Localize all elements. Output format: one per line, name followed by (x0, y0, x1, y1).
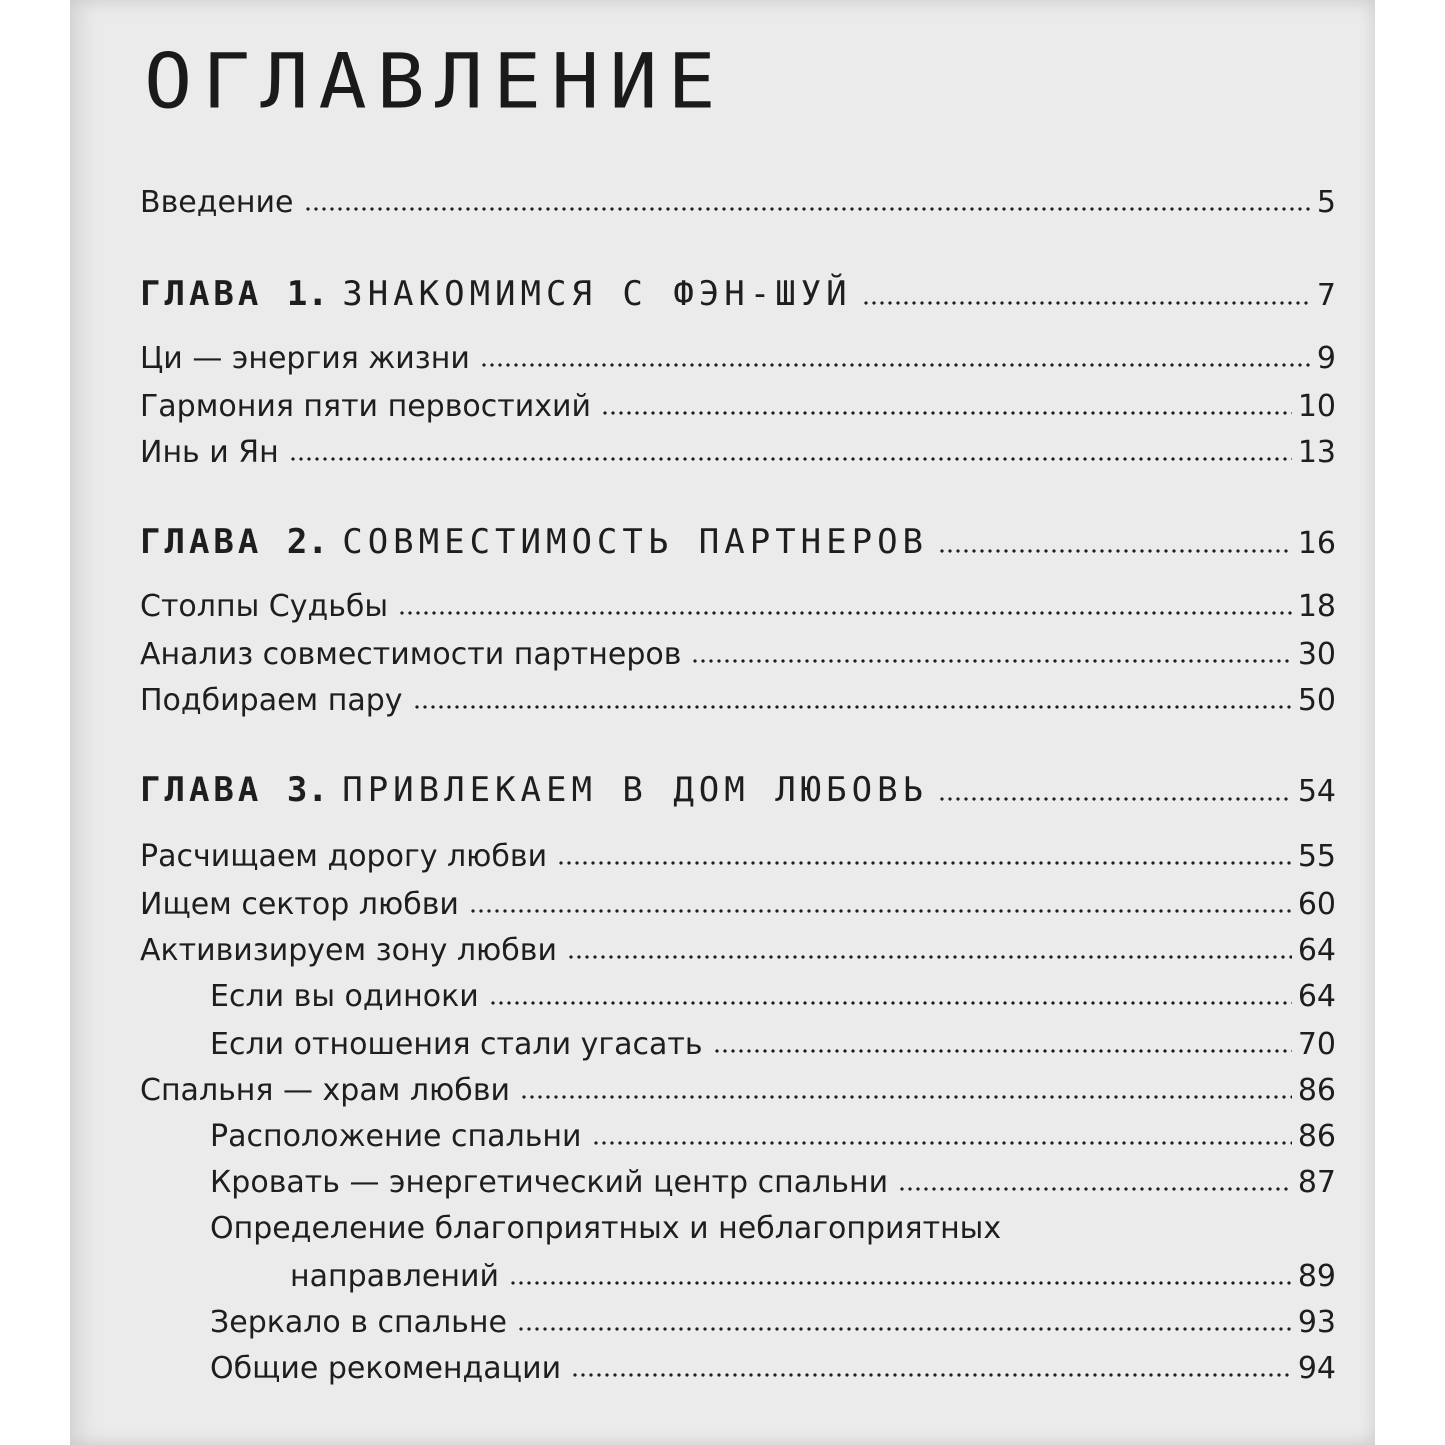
toc-page-number: 54 (1297, 774, 1336, 809)
toc-page-number: 5 (1316, 185, 1336, 220)
chapter-title: ЗНАКОМИМСЯ С ФЭН-ШУЙ (342, 274, 852, 314)
toc-page-number: 7 (1316, 278, 1336, 313)
chapter-title: ПРИВЛЕКАЕМ В ДОМ ЛЮБОВЬ (342, 770, 929, 810)
dot-leader (691, 659, 1291, 663)
dot-leader (520, 1095, 1292, 1099)
toc-page-number: 10 (1297, 389, 1336, 424)
toc-entry-title: Столпы Судьбы (140, 589, 389, 624)
toc-subentry[interactable] (210, 1351, 1336, 1386)
toc-entry[interactable] (140, 389, 1336, 424)
toc-entry[interactable] (140, 933, 1336, 968)
toc-entry-title: Анализ совместимости партнеров (140, 637, 682, 672)
toc-page-number: 55 (1297, 839, 1336, 874)
toc-page-number: 9 (1316, 341, 1336, 376)
toc-subentry[interactable] (210, 979, 1336, 1014)
dot-leader (509, 1281, 1292, 1285)
toc-chapter-3[interactable] (140, 772, 1336, 808)
chapter-number: ГЛАВА 1 (140, 274, 312, 314)
toc-entry-title: Спальня — храм любви (140, 1073, 510, 1108)
toc-entry[interactable] (140, 341, 1336, 376)
toc-entry-title: Кровать — энергетический центр спальни (210, 1165, 889, 1200)
toc-page-number: 86 (1297, 1119, 1336, 1154)
dot-leader (398, 611, 1292, 615)
dot-leader (601, 411, 1292, 415)
chapter-dot: . (311, 274, 325, 314)
toc-entry-title: Ци — энергия жизни (140, 341, 470, 376)
chapter-number: ГЛАВА 3 (140, 770, 312, 810)
toc-page-number: 94 (1297, 1351, 1336, 1386)
toc-entry-title: Ищем сектор любви (140, 887, 459, 922)
toc-entry[interactable] (140, 683, 1336, 718)
dot-leader (557, 861, 1292, 865)
toc-entry[interactable] (140, 435, 1336, 470)
chapter-heading (140, 524, 928, 560)
toc-entry[interactable] (140, 887, 1336, 922)
toc-entry-title: Гармония пяти первостихий (140, 389, 591, 424)
toc-page-number: 13 (1297, 435, 1336, 470)
toc-subentry[interactable] (210, 1165, 1336, 1200)
dot-leader (289, 457, 1292, 461)
toc-subentry[interactable] (210, 1027, 1336, 1062)
toc-page-number: 64 (1297, 933, 1336, 968)
toc-entry[interactable] (140, 1073, 1336, 1108)
dot-leader (938, 549, 1292, 553)
toc-subentry-first-line[interactable]: Определение благоприятных и неблагоприятных (210, 1211, 1002, 1246)
toc-page-number: 86 (1297, 1073, 1336, 1108)
toc-page-number: 16 (1297, 526, 1336, 561)
toc-page-number: 93 (1297, 1305, 1336, 1340)
toc-page-number: 87 (1297, 1165, 1336, 1200)
toc-entry-title: Расчищаем дорогу любви (140, 839, 548, 874)
toc-entry-title: Инь и Ян (140, 435, 279, 470)
toc-page-number: 18 (1297, 589, 1336, 624)
toc-entry[interactable] (140, 589, 1336, 624)
dot-leader (480, 363, 1311, 367)
toc-entry-introduction[interactable] (140, 185, 1336, 220)
toc-chapter-2[interactable] (140, 524, 1336, 560)
dot-leader (862, 301, 1311, 305)
dot-leader (592, 1141, 1292, 1145)
chapter-number: ГЛАВА 2 (140, 522, 312, 562)
toc-entry-title: Расположение спальни (210, 1119, 582, 1154)
toc-subentry[interactable] (210, 1305, 1336, 1340)
toc-entry-title: Активизируем зону любви (140, 933, 557, 968)
toc-page-number: 30 (1297, 637, 1336, 672)
toc-chapter-1[interactable] (140, 276, 1336, 312)
dot-leader (517, 1327, 1292, 1331)
toc-subentry-continuation[interactable] (290, 1259, 1336, 1294)
toc-entry[interactable] (140, 839, 1336, 874)
dot-leader (713, 1049, 1292, 1053)
toc-entry-title: Общие рекомендации (210, 1351, 562, 1386)
toc-page-number: 89 (1297, 1259, 1336, 1294)
toc-entry-title: Если вы одиноки (210, 979, 479, 1014)
toc-page-number: 64 (1297, 979, 1336, 1014)
chapter-heading (140, 276, 852, 312)
toc-page-number: 70 (1297, 1027, 1336, 1062)
toc-entry-title: Зеркало в спальне (210, 1305, 507, 1340)
chapter-heading (140, 772, 928, 808)
dot-leader (571, 1373, 1292, 1377)
chapter-dot: . (311, 770, 325, 810)
toc-entry-title: Если отношения стали угасать (210, 1027, 703, 1062)
dot-leader (938, 797, 1292, 801)
toc-subentry[interactable] (210, 1119, 1336, 1154)
dot-leader (413, 705, 1292, 709)
dot-leader (898, 1187, 1292, 1191)
chapter-dot: . (311, 522, 325, 562)
toc-entry-title: направлений (290, 1259, 499, 1294)
toc-page-number: 60 (1297, 887, 1336, 922)
page-title: ОГЛАВЛЕНИЕ (144, 37, 726, 126)
dot-leader (469, 909, 1292, 913)
dot-leader (567, 955, 1292, 959)
toc-entry[interactable] (140, 637, 1336, 672)
toc-page-number: 50 (1297, 683, 1336, 718)
dot-leader (304, 207, 1311, 211)
toc-entry-title: Подбираем пару (140, 683, 403, 718)
dot-leader (489, 1001, 1292, 1005)
chapter-title: СОВМЕСТИМОСТЬ ПАРТНЕРОВ (342, 522, 929, 562)
toc-entry-title: Введение (140, 185, 294, 220)
